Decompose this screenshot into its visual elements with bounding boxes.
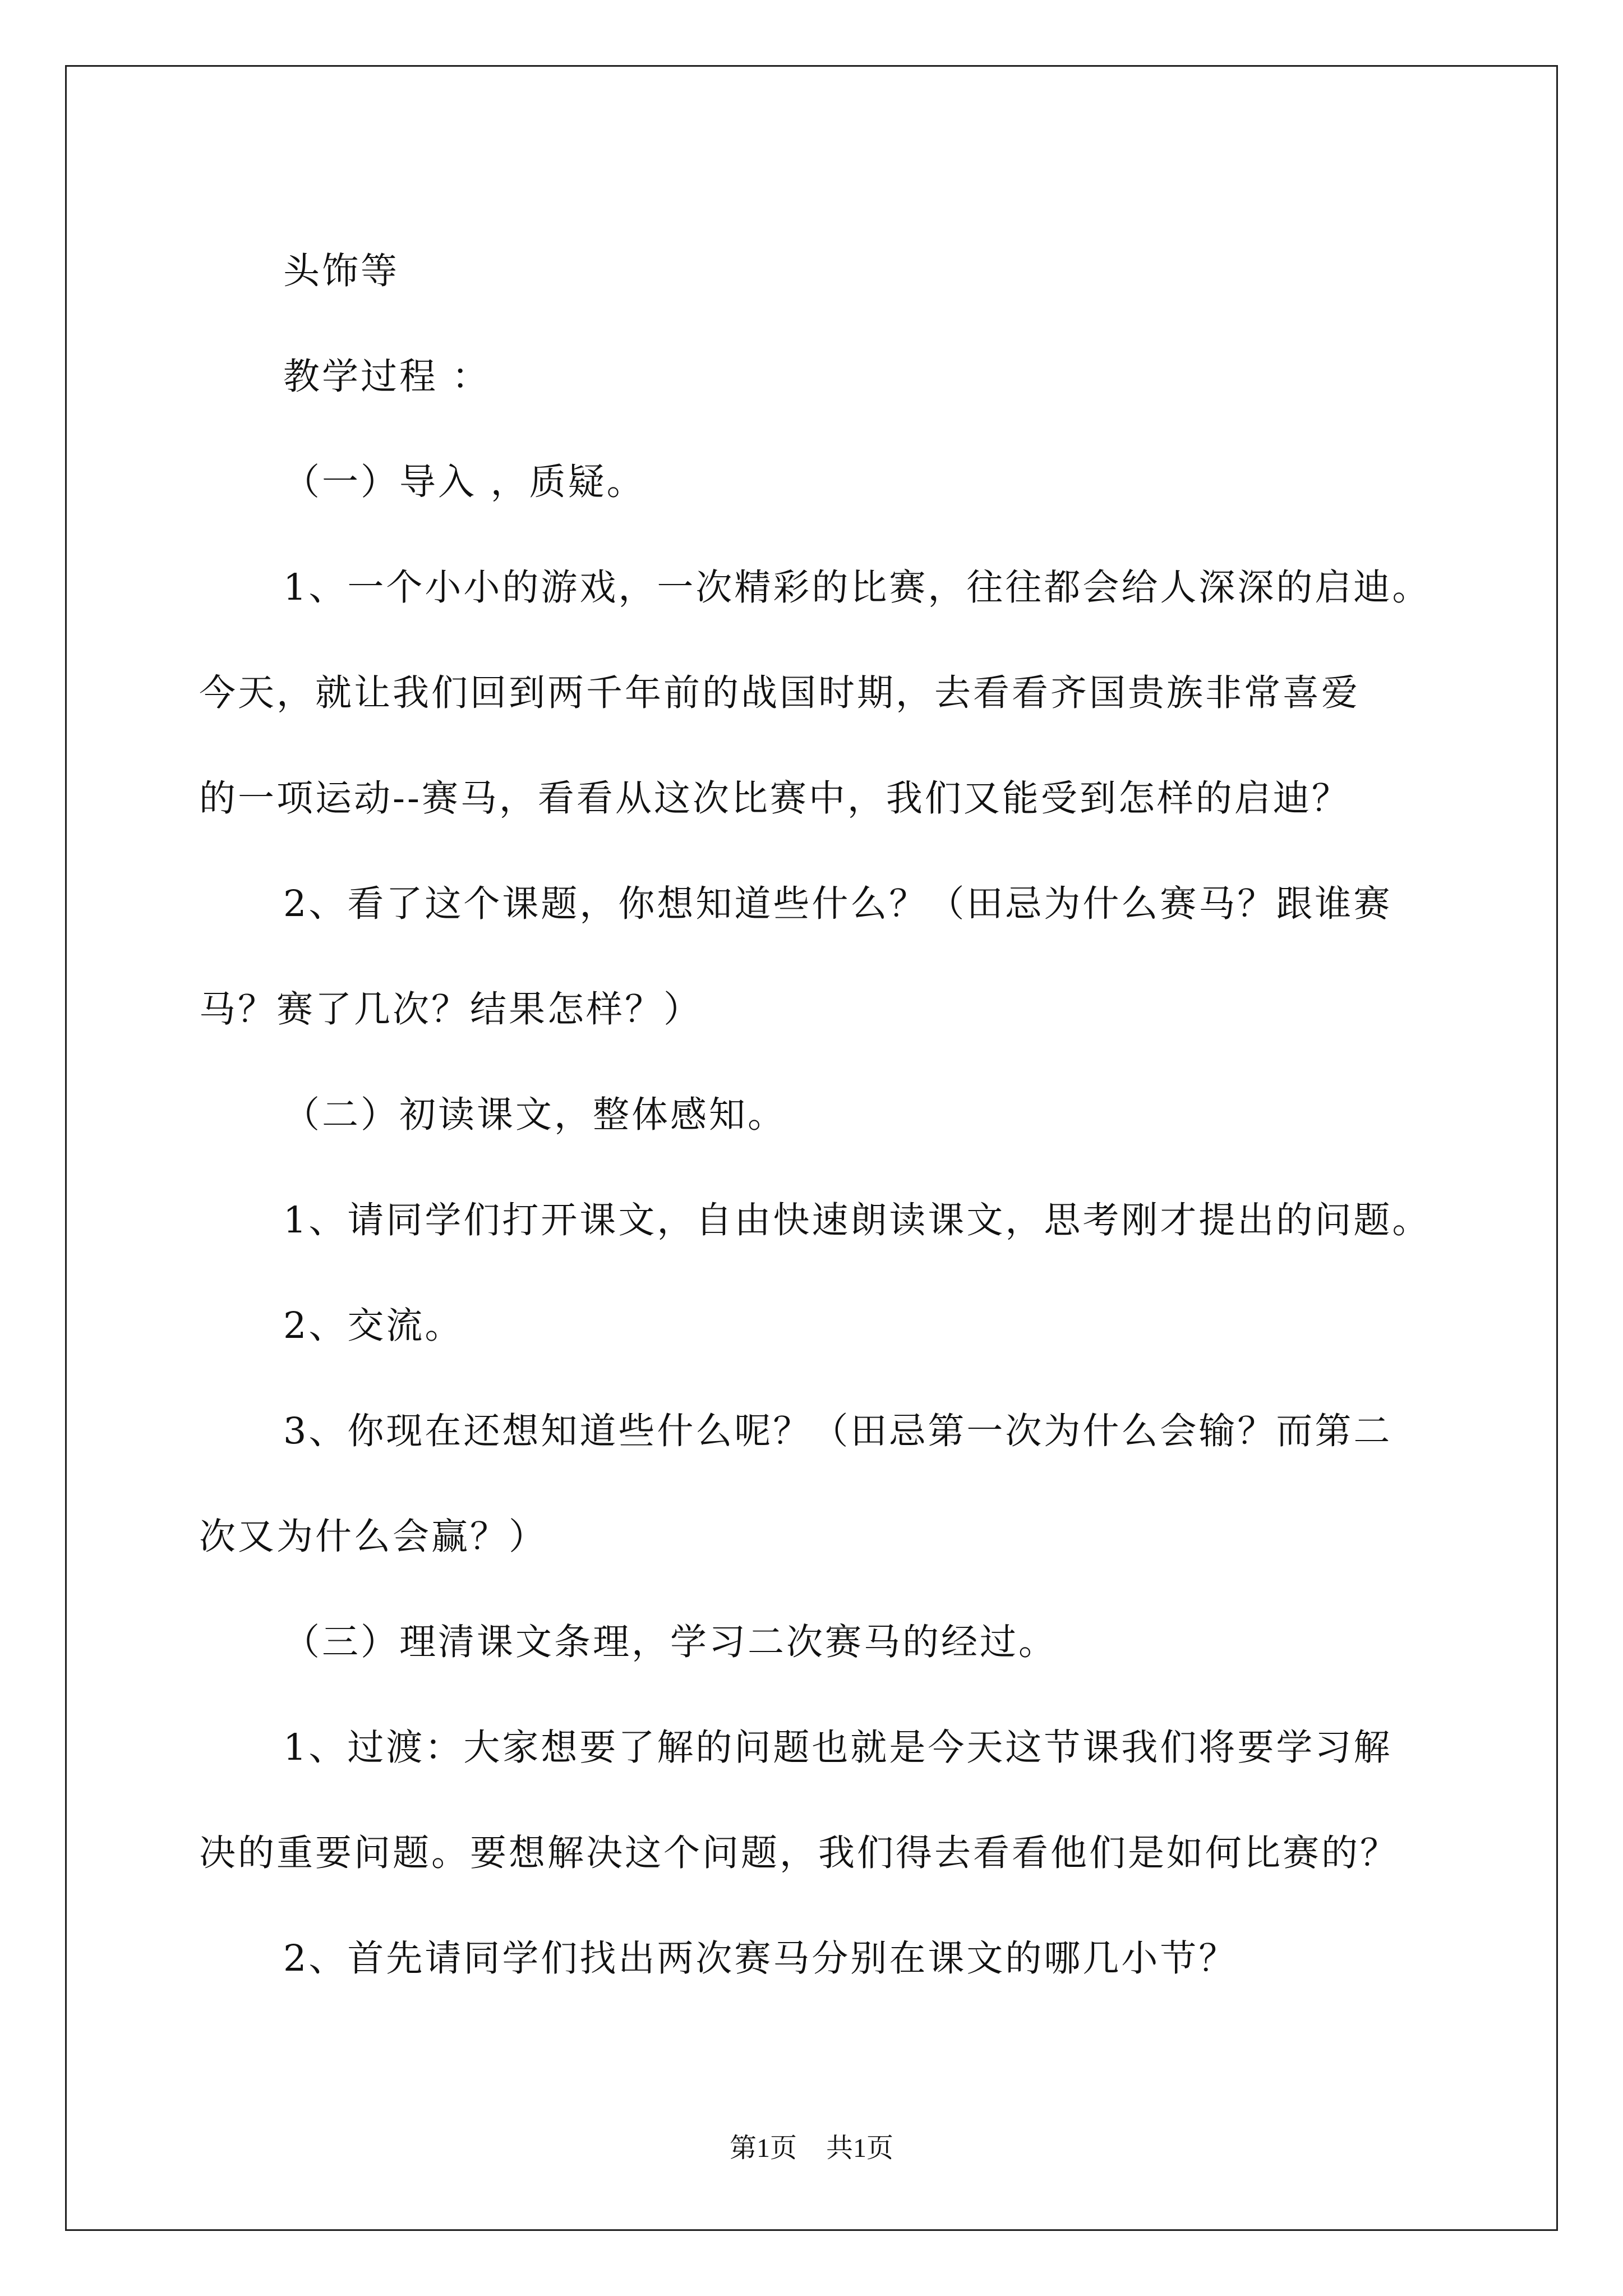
paragraph-line: （二）初读课文，整体感知。 xyxy=(283,1094,787,1136)
page-footer xyxy=(0,2126,1623,2165)
paragraph-line: （一）导入 ，质疑。 xyxy=(283,461,645,503)
paragraph-line: 的一项运动--赛马，看看从这次比赛中，我们又能受到怎样的启迪？ xyxy=(199,777,1350,820)
paragraph-line: 决的重要问题。要想解决这个问题，我们得去看看他们是如何比赛的？ xyxy=(199,1832,1399,1874)
document-body xyxy=(199,219,1450,2012)
paragraph-line: 2、首先请同学们找出两次赛马分别在课文的哪几小节？ xyxy=(283,1938,1238,1980)
paragraph-line: 1、请同学们打开课文，自由快速朗读课文，思考刚才提出的问题。 xyxy=(283,1199,1431,1241)
paragraph-line: 1、一个小小的游戏，一次精彩的比赛，往往都会给人深深的启迪。 xyxy=(283,567,1431,609)
page-total: 共1页 xyxy=(826,2133,894,2163)
paragraph-line: 教学过程 ： xyxy=(283,356,491,398)
paragraph-line: 头饰等 xyxy=(283,250,400,292)
page-number: 第1页 xyxy=(729,2133,797,2163)
paragraph-line: 次又为什么会赢？） xyxy=(199,1516,548,1558)
paragraph-line: 2、交流。 xyxy=(283,1305,464,1347)
paragraph-line: 3、你现在还想知道些什么呢？（田忌第一次为什么会输？而第二 xyxy=(283,1410,1393,1452)
paragraph-line: 今天，就让我们回到两千年前的战国时期，去看看齐国贵族非常喜爱 xyxy=(199,672,1361,714)
paragraph-line: 1、过渡：大家想要了解的问题也就是今天这节课我们将要学习解 xyxy=(283,1727,1393,1769)
paragraph-line: （三）理清课文条理，学习二次赛马的经过。 xyxy=(283,1621,1058,1663)
paragraph-line: 2、看了这个课题，你想知道些什么？（田忌为什么赛马？跟谁赛 xyxy=(283,883,1393,925)
paragraph-line: 马？赛了几次？结果怎样？） xyxy=(199,988,703,1030)
